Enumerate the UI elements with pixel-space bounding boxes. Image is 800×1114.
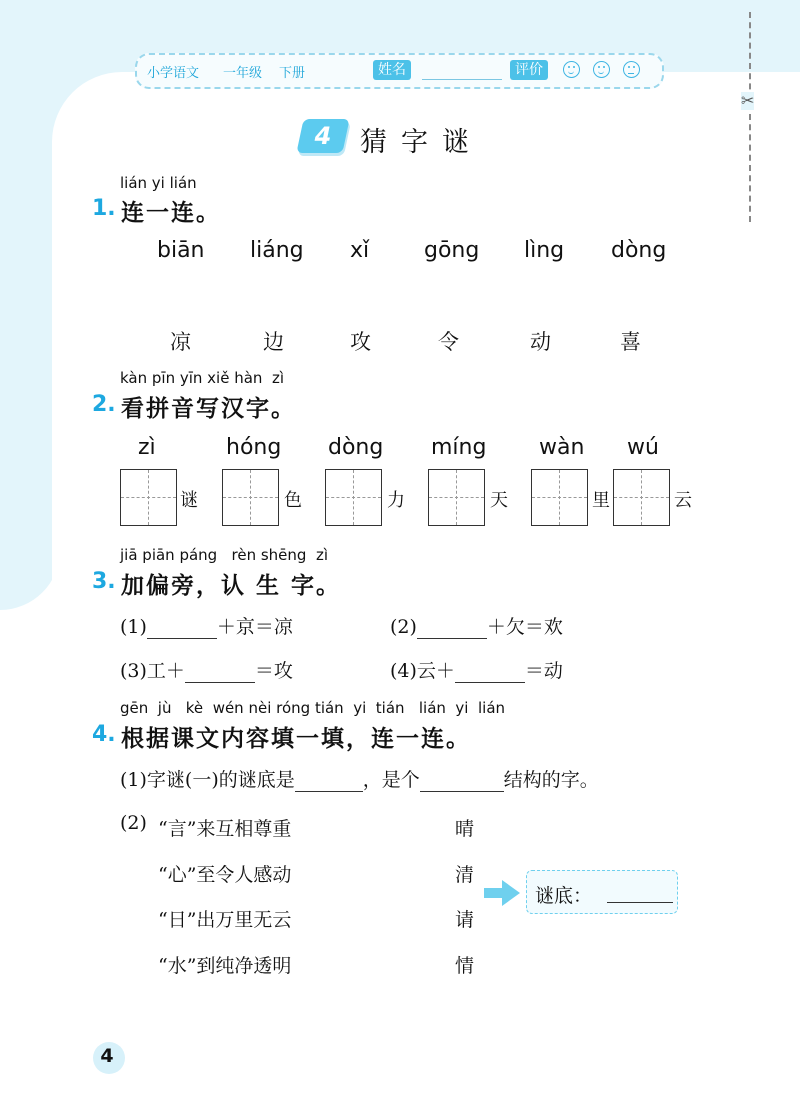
writing-grid[interactable]: [325, 469, 382, 526]
answer-blank[interactable]: [295, 771, 363, 792]
q3-title: 加偏旁，认 生 字。: [121, 573, 342, 599]
scissors-icon: ✂: [741, 91, 755, 110]
q2-pinyin-item: dòng: [328, 435, 384, 460]
q4-part2-label: (2): [120, 812, 147, 834]
q2-pinyin-item: zì: [138, 435, 156, 460]
q4-number: 4.: [92, 722, 116, 747]
riddle-answer-char[interactable]: 请: [455, 909, 475, 931]
q2-suffix: 云: [674, 490, 692, 511]
q3-pinyin: jiā piān páng rèn shēng zì: [120, 546, 328, 564]
smile-face-icon[interactable]: [563, 61, 580, 78]
happy-face-icon[interactable]: [593, 61, 610, 78]
q2-pinyin: kàn pīn yīn xiě hàn zì: [120, 369, 284, 387]
q1-pinyin-item[interactable]: dòng: [611, 238, 667, 263]
q2-pinyin-item: hóng: [226, 435, 282, 460]
riddle-answer-char[interactable]: 清: [455, 864, 475, 886]
q1-hanzi-item[interactable]: 喜: [620, 330, 641, 354]
lesson-title: 猜字谜: [360, 127, 483, 158]
q1-pinyin-item[interactable]: xǐ: [350, 238, 370, 263]
q2-suffix: 色: [284, 490, 302, 511]
q4-part1: (1)字谜(一)的谜底是 ，是个 结构的字。: [120, 769, 599, 791]
q2-pinyin-item: míng: [431, 435, 487, 460]
q1-pinyin-item[interactable]: liáng: [250, 238, 304, 263]
lesson-number: 4: [314, 122, 332, 150]
q1-hanzi-item[interactable]: 凉: [170, 330, 191, 354]
q2-suffix: 天: [490, 490, 508, 511]
q1-hanzi-item[interactable]: 令: [438, 330, 459, 354]
q1-hanzi-item[interactable]: 攻: [350, 330, 371, 354]
writing-grid[interactable]: [222, 469, 279, 526]
subject-label: 小学语文: [147, 66, 200, 81]
answer-box: [526, 870, 678, 914]
riddle-line[interactable]: “言”来互相尊重: [158, 818, 292, 840]
neutral-face-icon[interactable]: [623, 61, 640, 78]
answer-blank[interactable]: [455, 662, 525, 683]
answer-blank[interactable]: [185, 662, 255, 683]
name-input-line[interactable]: [422, 79, 502, 80]
q2-suffix: 力: [387, 490, 405, 511]
q3-item-3: (3)工＋ ＝攻: [120, 660, 293, 682]
q2-pinyin-item: wú: [627, 435, 659, 460]
q1-pinyin-item[interactable]: gōng: [424, 238, 480, 263]
writing-grid[interactable]: [428, 469, 485, 526]
writing-grid[interactable]: [531, 469, 588, 526]
riddle-line[interactable]: “日”出万里无云: [158, 909, 292, 931]
q1-hanzi-item[interactable]: 动: [530, 330, 551, 354]
q3-item-2: (2) ＋欠＝欢: [390, 616, 563, 638]
riddle-answer-char[interactable]: 情: [455, 955, 475, 977]
q1-title: 连一连。: [121, 200, 221, 226]
arrow-right-icon: [484, 880, 520, 906]
page-background-left: [0, 0, 60, 610]
q3-item-4: (4)云＋ ＝动: [390, 660, 563, 682]
answer-blank[interactable]: [147, 618, 217, 639]
answer-blank[interactable]: [417, 618, 487, 639]
answer-input-line[interactable]: [607, 902, 673, 903]
riddle-line[interactable]: “水”到纯净透明: [158, 955, 292, 977]
q4-pinyin: gēn jù kè wén nèi róng tián yi tián lián yi lián: [120, 699, 506, 717]
riddle-line[interactable]: “心”至令人感动: [158, 864, 292, 886]
cut-line: [749, 12, 751, 222]
q1-pinyin-item[interactable]: biān: [157, 238, 205, 263]
grade-label: 一年级: [223, 66, 263, 81]
riddle-answer-char[interactable]: 晴: [455, 818, 475, 840]
q2-number: 2.: [92, 392, 116, 417]
header-bar: [135, 53, 664, 89]
q2-suffix: 里: [592, 490, 610, 511]
answer-blank[interactable]: [420, 771, 504, 792]
q2-title: 看拼音写汉字。: [121, 396, 296, 422]
q2-suffix: 谜: [180, 490, 198, 511]
q3-number: 3.: [92, 569, 116, 594]
q1-pinyin: lián yi lián: [120, 174, 197, 192]
q4-title: 根据课文内容填一填，连一连。: [121, 726, 471, 752]
answer-label: 谜底：: [535, 885, 593, 907]
page-number: 4: [100, 1045, 114, 1067]
q1-hanzi-item[interactable]: 边: [263, 330, 284, 354]
writing-grid[interactable]: [613, 469, 670, 526]
q3-item-1: (1) ＋京＝凉: [120, 616, 293, 638]
q2-pinyin-item: wàn: [539, 435, 585, 460]
volume-label: 下册: [279, 66, 306, 81]
q1-pinyin-item[interactable]: lìng: [524, 238, 565, 263]
name-label: 姓名: [373, 60, 411, 80]
writing-grid[interactable]: [120, 469, 177, 526]
q1-number: 1.: [92, 196, 116, 221]
evaluation-label: 评价: [510, 60, 548, 80]
